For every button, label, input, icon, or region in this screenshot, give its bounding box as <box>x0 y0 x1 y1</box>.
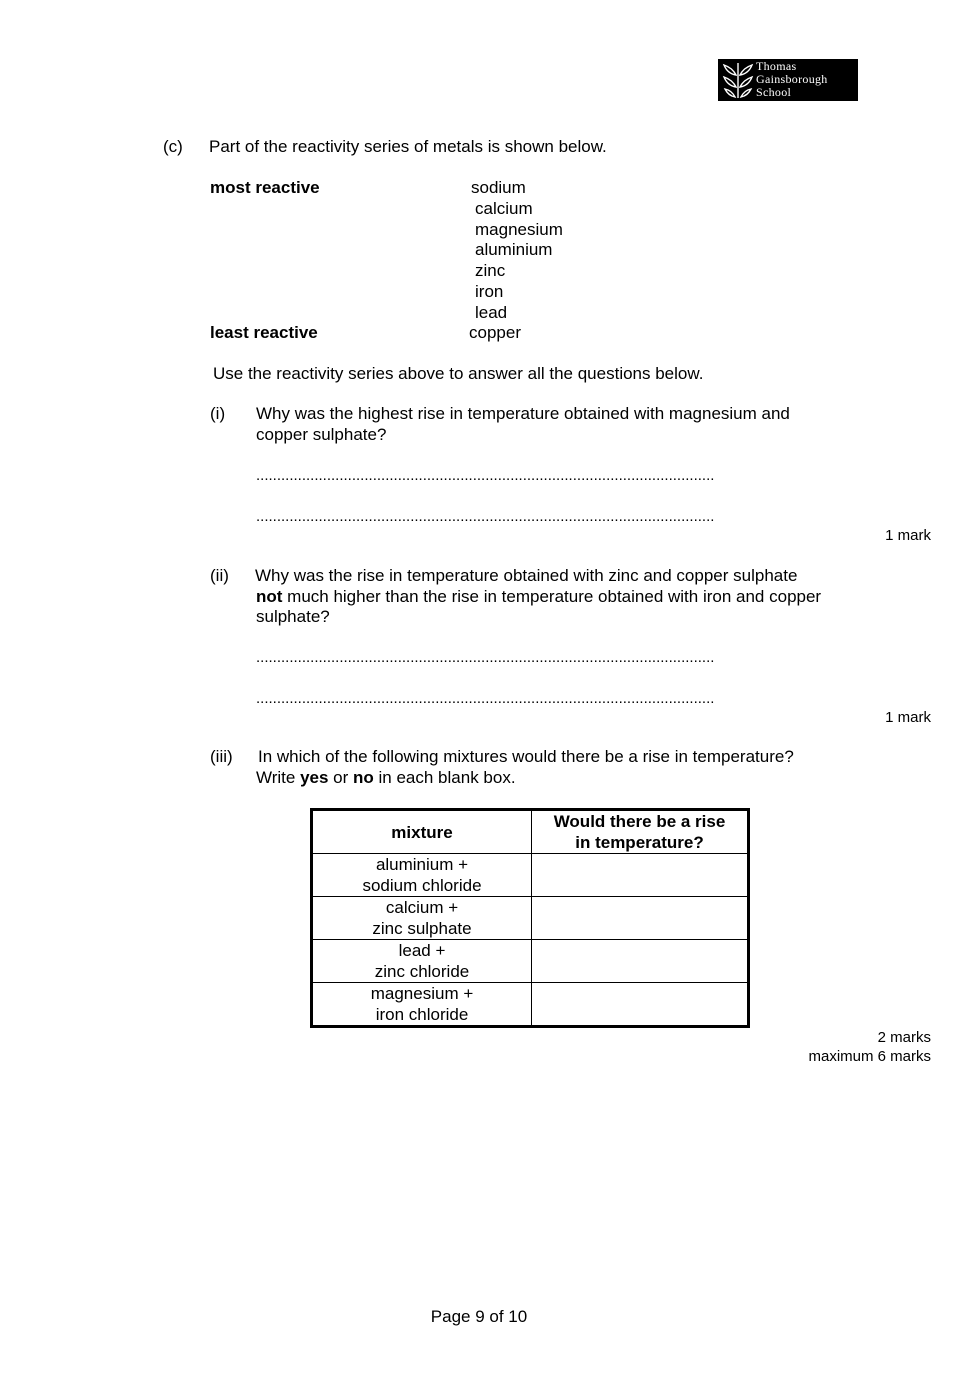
answer-box[interactable] <box>532 940 749 983</box>
q3-text-c: in each blank box. <box>373 768 516 787</box>
mixture-cell <box>312 940 532 983</box>
logo-text <box>756 60 828 99</box>
question-3-number: (iii) <box>210 747 233 766</box>
question-2-line-1: Why was the rise in temperature obtained with zinc and copper sulphate <box>255 566 798 585</box>
part-label: (c) <box>163 137 183 156</box>
most-reactive-label: most reactive <box>210 178 320 197</box>
least-reactive-label: least reactive <box>210 323 318 342</box>
bold-not: not <box>256 587 283 606</box>
logo-line-1: Thomas <box>756 59 797 73</box>
table-header-row <box>312 810 749 854</box>
table-row <box>312 983 749 1027</box>
question-1-line-2: copper sulphate? <box>256 425 387 444</box>
bold-yes: yes <box>300 768 329 787</box>
metal-item: lead <box>475 303 508 322</box>
mark-label: 2 marks <box>877 1029 931 1046</box>
part-intro: Part of the reactivity series of metals is shown below. <box>209 137 607 156</box>
table-row <box>312 854 749 897</box>
answer-box[interactable] <box>532 983 749 1027</box>
q3-text-a: Write <box>256 768 301 787</box>
bold-no: no <box>353 768 374 787</box>
mixture-metal: calcium + <box>385 898 459 917</box>
question-2-line-2 <box>256 586 821 607</box>
question-2-line-3: sulphate? <box>256 607 330 626</box>
metal-item: zinc <box>475 261 506 280</box>
metal-item: copper <box>469 323 521 342</box>
school-logo <box>718 59 858 101</box>
metal-item: iron <box>475 282 504 301</box>
mixture-table <box>310 808 750 1028</box>
logo-line-3: School <box>756 85 792 99</box>
maximum-marks-label: maximum 6 marks <box>808 1048 931 1065</box>
answer-line[interactable]: .............................................................................................................. <box>256 649 715 666</box>
question-3-line-2 <box>256 767 516 788</box>
table-row <box>312 940 749 983</box>
mixture-cell <box>312 983 532 1027</box>
answer-box[interactable] <box>532 854 749 897</box>
mixture-cell <box>312 897 532 940</box>
mixture-metal: aluminium + <box>375 855 469 874</box>
mark-label: 1 mark <box>885 527 931 544</box>
answer-box[interactable] <box>532 897 749 940</box>
mixture-cell <box>312 854 532 897</box>
instruction-text: Use the reactivity series above to answer all the questions below. <box>213 364 704 383</box>
metal-item: magnesium <box>475 220 563 239</box>
mixture-compound: zinc sulphate <box>372 919 472 938</box>
mixture-metal: magnesium + <box>370 984 474 1003</box>
metal-item: aluminium <box>475 240 553 259</box>
question-1-number: (i) <box>210 404 226 423</box>
mixture-compound: iron chloride <box>375 1005 469 1024</box>
leaf-emblem-icon <box>720 61 756 99</box>
page-number: Page 9 of 10 <box>430 1307 528 1326</box>
mixture-compound: zinc chloride <box>374 962 470 981</box>
header-mixture: mixture <box>312 810 532 854</box>
question-3-line-1: In which of the following mixtures would there be a rise in temperature? <box>258 747 794 766</box>
answer-line[interactable]: .............................................................................................................. <box>256 690 715 707</box>
metal-item: calcium <box>475 199 533 218</box>
header-rise <box>532 810 749 854</box>
logo-line-2: Gainsborough <box>756 72 828 86</box>
header-rise-line-1: Would there be a rise <box>553 812 726 831</box>
mixture-metal: lead + <box>398 941 446 960</box>
mark-label: 1 mark <box>885 709 931 726</box>
mixture-compound: sodium chloride <box>362 876 482 895</box>
question-1-line-1: Why was the highest rise in temperature obtained with magnesium and <box>256 404 790 423</box>
question-2-line-2-rest: much higher than the rise in temperature obtained with iron and copper <box>282 587 822 606</box>
answer-line[interactable]: .............................................................................................................. <box>256 467 715 484</box>
table-row <box>312 897 749 940</box>
metal-item: sodium <box>471 178 526 197</box>
q3-text-b: or <box>328 768 354 787</box>
question-2-number: (ii) <box>210 566 229 585</box>
answer-line[interactable]: .............................................................................................................. <box>256 508 715 525</box>
header-rise-line-2: in temperature? <box>575 833 704 852</box>
